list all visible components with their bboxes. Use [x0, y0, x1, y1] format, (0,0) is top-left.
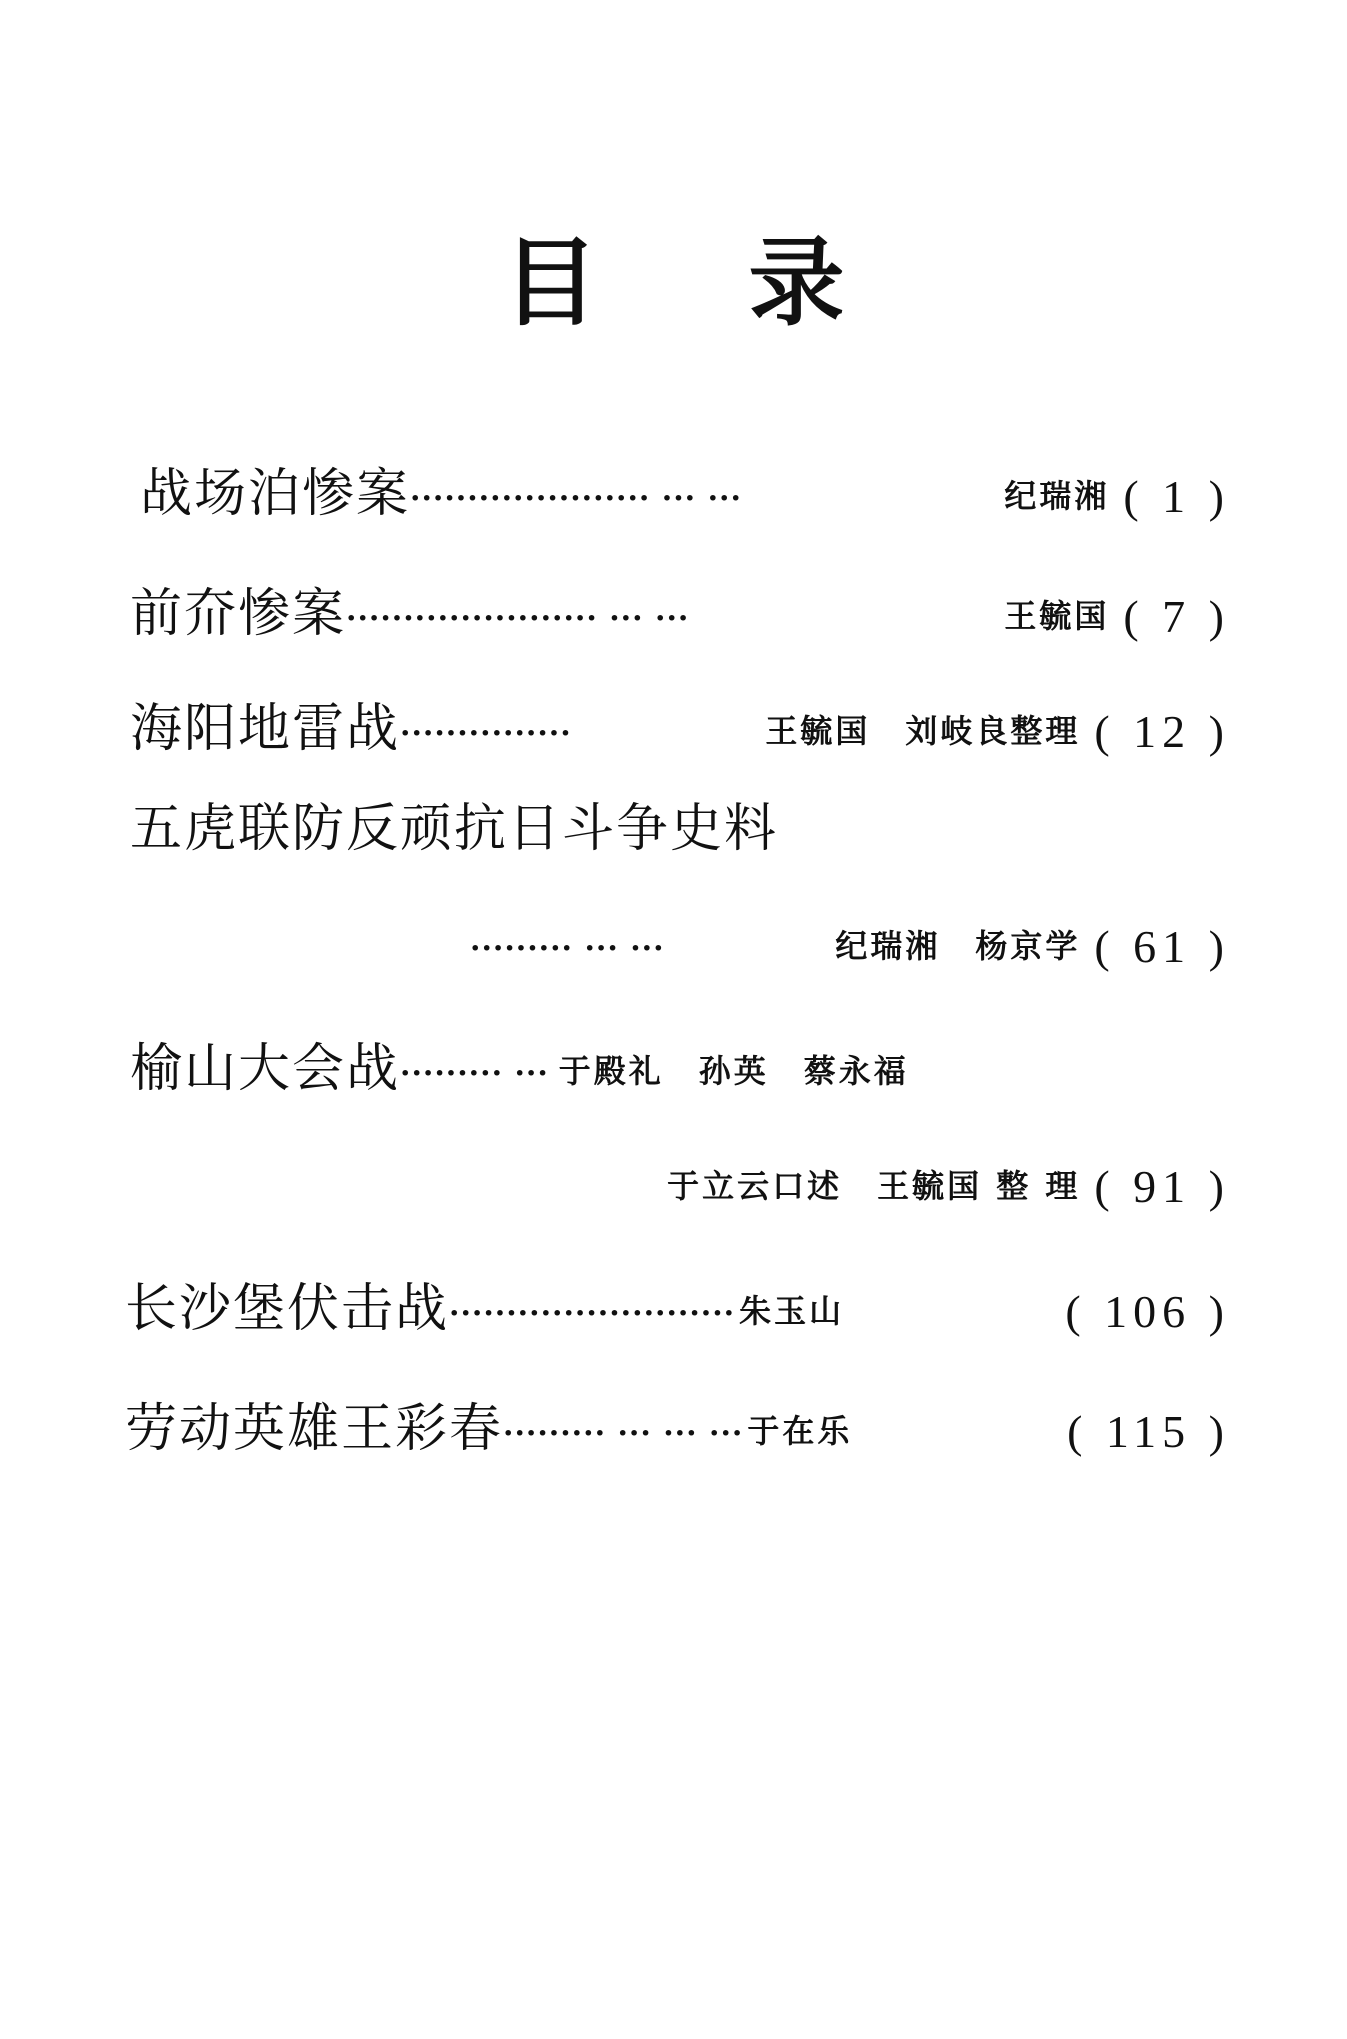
leader-dots: ········· ··· ··· — [470, 934, 665, 966]
toc-entry-author: 王毓国 刘岐良整理 — [765, 712, 1081, 750]
toc-entry-author: 朱玉山 — [739, 1292, 845, 1330]
toc-entry-page: ( 61 ) — [1094, 921, 1230, 972]
toc-entry-title: 榆山大会战 — [130, 1039, 401, 1099]
page-title: 目录 — [502, 227, 995, 339]
toc-entry-page: ( 91 ) — [1094, 1161, 1230, 1212]
toc-entry-author: 王毓国 — [1004, 597, 1110, 635]
toc-entry-continuation[interactable] — [570, 1130, 1230, 1210]
toc-entry-title: 海阳地雷战 — [130, 699, 401, 759]
toc-entry[interactable] — [130, 1015, 1090, 1099]
toc-entry-author: 于立云口述 王毓国 整 理 — [667, 1167, 1081, 1205]
toc-entry-title: 前夼惨案 — [130, 584, 347, 644]
toc-entry-page: ( 12 ) — [1094, 706, 1230, 757]
toc-entry-title: 战场泊惨案 — [140, 464, 411, 524]
toc-entry-title: 劳动英雄王彩春 — [125, 1399, 504, 1459]
leader-dots: ······················ ··· ··· — [346, 604, 690, 636]
toc-entry[interactable] — [130, 675, 1230, 759]
leader-dots: ········· ··· ··· ··· — [503, 1419, 744, 1451]
toc-entry[interactable] — [130, 560, 1230, 644]
toc-entry[interactable] — [130, 775, 1230, 859]
toc-entry-author: 纪瑞湘 — [1004, 477, 1110, 515]
leader-dots: ········· ··· — [400, 1059, 549, 1091]
leader-dots: ····················· ··· ··· — [410, 484, 742, 516]
toc-entry-author: 纪瑞湘 杨京学 — [835, 927, 1081, 965]
toc-entry-continuation[interactable] — [470, 890, 1230, 970]
leader-dots: ························· — [449, 1299, 736, 1331]
toc-entry[interactable] — [125, 1375, 1230, 1459]
toc-entry-page: ( 1 ) — [1123, 471, 1230, 522]
leader-dots: ··············· — [400, 719, 572, 751]
toc-entry[interactable] — [125, 1255, 1230, 1339]
toc-entry-author: 于在乐 — [747, 1412, 853, 1450]
toc-entry-page: ( 106 ) — [1065, 1286, 1230, 1337]
toc-entry-author: 于殿礼 孙英 蔡永福 — [558, 1052, 909, 1090]
toc-entry-title: 长沙堡伏击战 — [125, 1279, 450, 1339]
toc-entry[interactable] — [140, 440, 1230, 524]
toc-entry-page: ( 7 ) — [1123, 591, 1230, 642]
toc-entry-page: ( 115 ) — [1067, 1406, 1230, 1457]
toc-entry-title: 五虎联防反顽抗日斗争史料 — [130, 799, 779, 859]
